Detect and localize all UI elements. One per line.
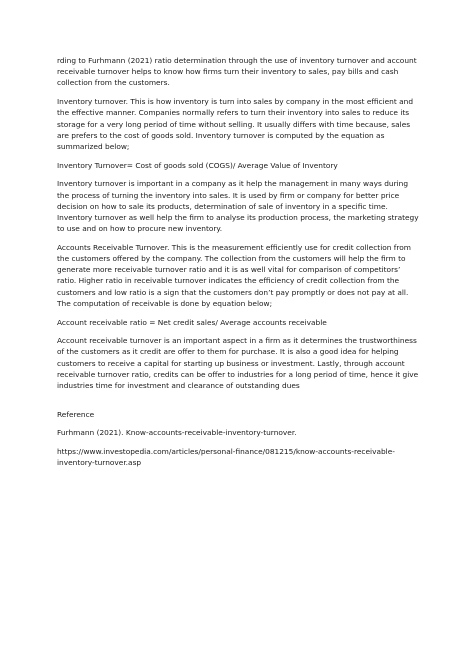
reference-citation: Furhmann (2021). Know-accounts-receivable-inventory-turnover. [57, 428, 297, 438]
account-receivable-ratio-formula: Account receivable ratio = Net credit sales/ Average accounts receivable [57, 317, 327, 327]
paragraph-inventory-turnover-importance: Inventory turnover is important in a company as it help the management in many ways during the process of turning the inventory into sales. It is used by firm or company for better price decision on how to sale its products, determination of sale of inventory in a specific time. Inventory turnover as well help the firm to analyse its production process, the marketing strategy to use and on how to procure new inventory. [57, 179, 419, 234]
inventory-turnover-formula: Inventory Turnover= Cost of goods sold (COGS)/ Average Value of Inventory [57, 160, 338, 170]
reference-heading: Reference [57, 409, 95, 419]
paragraph-account-receivable-importance: Account receivable turnover is an important aspect in a firm as it determines the trustworthiness of the customers as it credit are offer to them for purchase. It is also a good idea for helping customers to receive a capital for starting up business or investment. Lastly, through account receivable turnover ratio, credits can be offer to industries for a long period of time, hence it give industries time for investment and clearance of outstanding dues [57, 336, 419, 391]
paragraph-inventory-turnover-definition: Inventory turnover. This is how inventory is turn into sales by company in the most efficient and the effective manner. Companies normally refers to turn their inventory into sales to reduce its storage for a very long period of time without selling. It usually differs with time because, sales are prefers to the cost of goods sold. Inventory turnover is computed by the equation as summarized below; [57, 97, 414, 151]
paragraph-accounts-receivable-turnover-definition: Accounts Receivable Turnover. This is the measurement efficiently use for credit collection from the customers offered by the company. The collection from the customers will help the firm to generate more receivable turnover ratio and it is as well vital for comparison of competitors’ ratio. Higher ratio in receivable turnover indicates the efficiency of credit collection from the customers and low ratio is a sign that the customers don’t pay promptly or does not pay at all. The computation of receivable is done by equation below; [57, 242, 411, 308]
document-body [57, 55, 419, 476]
paragraph-intro: rding to Furhmann (2021) ratio determination through the use of inventory turnover and account receivable turnover helps to know how firms turn their inventory to sales, pay bills and cash collection from the customers. [57, 56, 417, 88]
reference-url: https://www.investopedia.com/articles/personal-finance/081215/know-accounts-receivable-inventory-turnover.asp [57, 447, 395, 468]
section-spacer [57, 399, 419, 409]
